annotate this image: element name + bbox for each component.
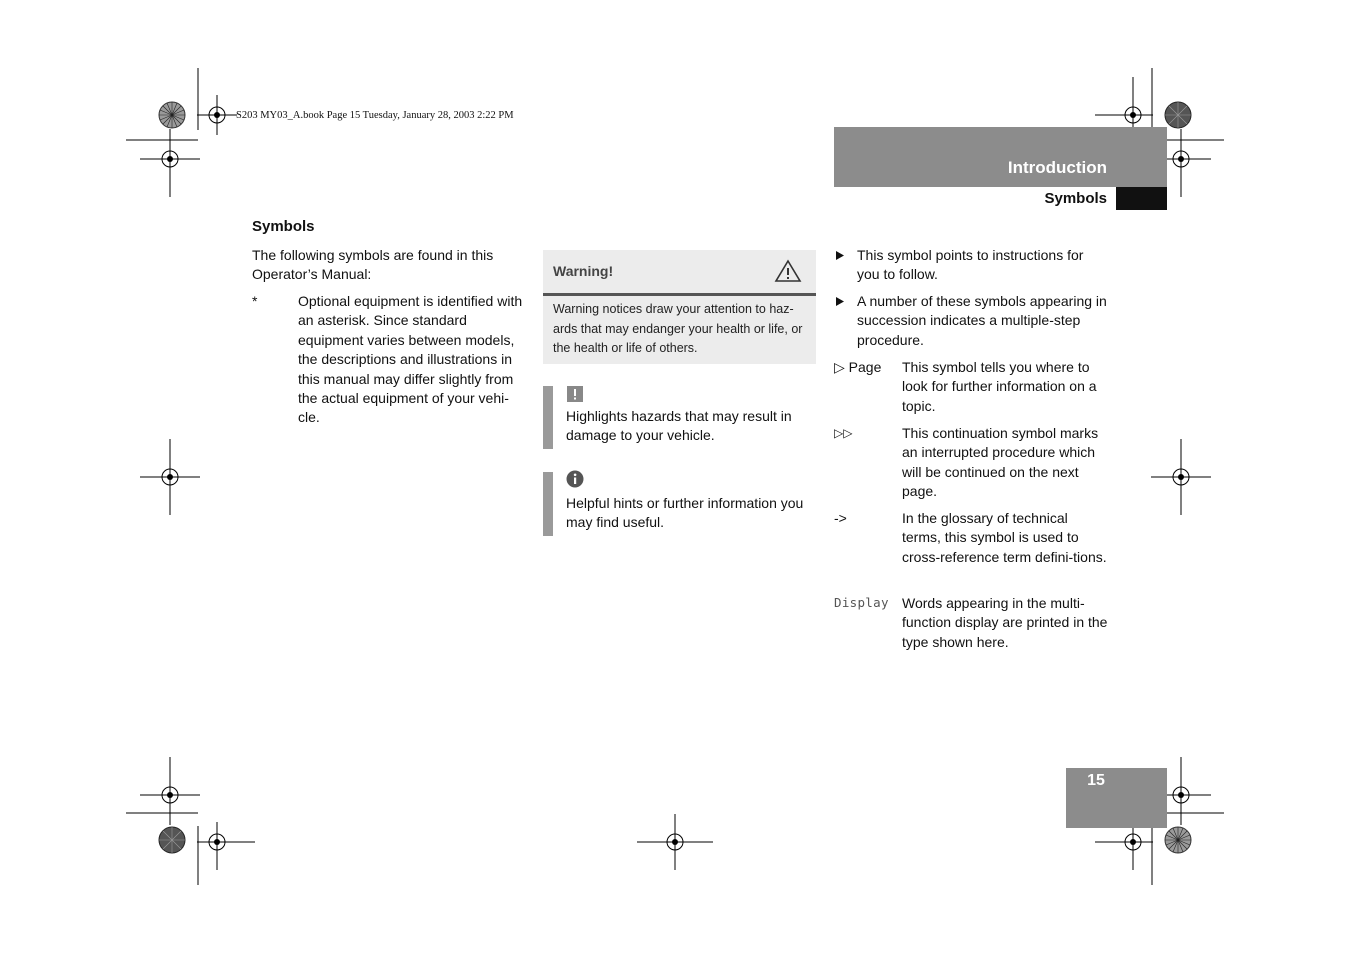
section-tab [1116, 187, 1167, 210]
continuation-text: This continuation symbol marks an interrupted procedure which will be continued on the next page. [902, 425, 1099, 500]
asterisk-description: Optional equipment is identified with an asterisk. Since standard equipment varies between models, the descriptions and illustrations in this manual may differ slightly from the actual equipment of your vehi-cle. [298, 293, 523, 426]
chapter-title: Introduction [1007, 158, 1107, 177]
display-text: Words appearing in the multi-function display are printed in the type shown here. [902, 595, 1108, 650]
warning-triangle-icon [774, 259, 802, 283]
page-reference-symbol: ▷ Page [834, 359, 882, 375]
info-bar [543, 472, 553, 536]
step-multi-text: A number of these symbols appearing in succession indicates a multiple-step procedure. [857, 293, 1107, 348]
display-symbol: Display [834, 595, 889, 610]
header-band [834, 127, 1167, 187]
continuation-symbol: ▷▷ [834, 426, 853, 440]
step-single-text: This symbol points to instructions for you to follow. [857, 247, 1084, 283]
warning-box [543, 250, 816, 364]
caution-bar [543, 386, 553, 449]
page-reference-text: This symbol tells you where to look for further information on a topic. [902, 359, 1097, 414]
info-icon [566, 470, 584, 488]
print-info: S203 MY03_A.book Page 15 Tuesday, January 28, 2003 2:22 PM [236, 110, 514, 121]
glossary-text: In the glossary of technical terms, this symbol is used to cross-reference term defini-tions. [902, 510, 1107, 565]
page-heading: Symbols [252, 218, 315, 235]
warning-label: Warning! [553, 263, 614, 279]
section-title: Symbols [1044, 190, 1107, 207]
intro-text: The following symbols are found in this Operator’s Manual: [252, 247, 494, 283]
warning-text: Warning notices draw your attention to haz-ards that may endanger your health or life, or the health or life of others. [553, 302, 803, 355]
step-arrow-icon [835, 296, 845, 307]
step-arrow-icon [835, 250, 845, 261]
page-number: 15 [1087, 772, 1105, 789]
asterisk-symbol: * [252, 293, 258, 309]
caution-text: Highlights hazards that may result in damage to your vehicle. [566, 408, 792, 444]
info-text: Helpful hints or further information you may find useful. [566, 495, 804, 531]
glossary-symbol: -> [834, 510, 847, 526]
caution-exclamation-icon [566, 385, 584, 403]
warning-header [543, 250, 816, 296]
